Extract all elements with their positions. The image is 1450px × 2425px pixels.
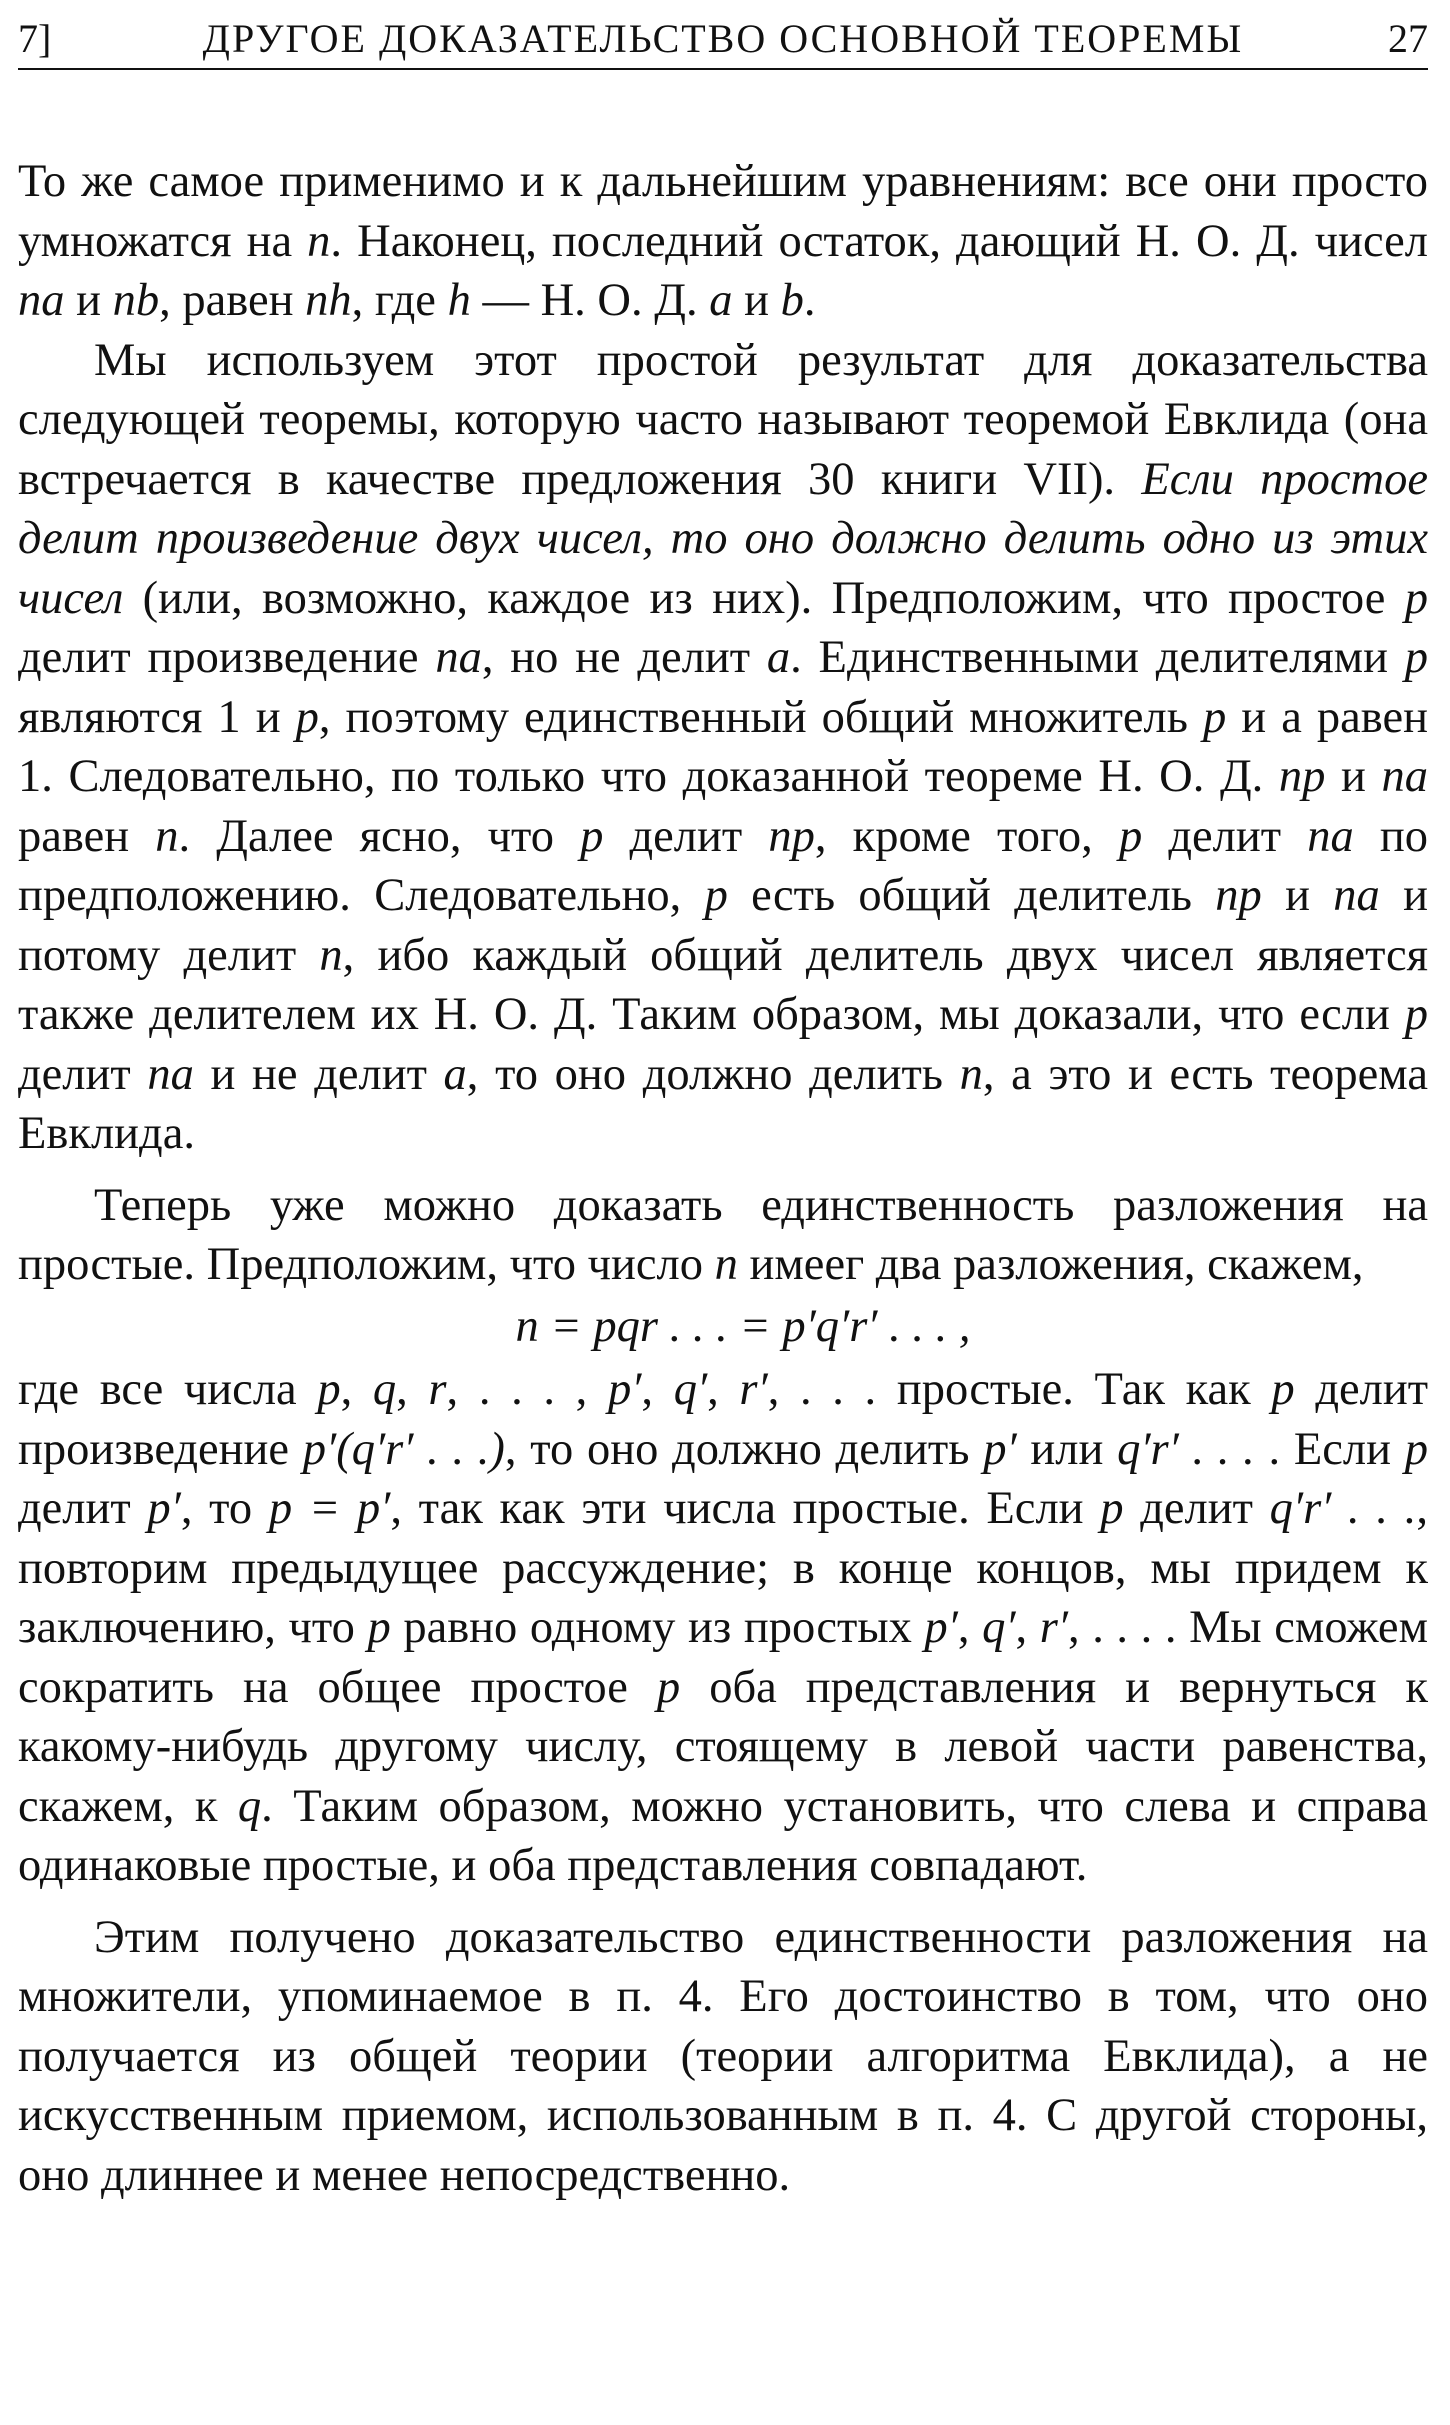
paragraph-text: , [707,1364,740,1415]
paragraph-text: или [1016,1423,1118,1475]
paragraph-text: , [396,1364,429,1415]
math-or-emphasis-text: p′ [607,1364,642,1415]
math-or-emphasis-text: n [307,215,331,267]
math-or-emphasis-text: h [447,275,471,326]
math-or-emphasis-text: np [1278,751,1326,802]
paragraph-text: и а равен 1. Следовательно, по только что доказанной теореме Н. О. Д. [18,691,1429,802]
paragraph-text: (или, возможно, каждое из них). Предположим, что простое [123,572,1405,624]
paragraph-text: , но не делит [481,632,767,683]
paragraph-text: . Если [1254,1423,1405,1475]
math-or-emphasis-text: q′ [673,1364,708,1415]
paragraph-text: делит [1142,810,1308,862]
paragraph [18,152,1428,331]
paragraph-text: . Единственными делителями [790,632,1405,683]
math-or-emphasis-text: a [766,632,791,683]
math-or-emphasis-text: n [155,810,179,862]
math-or-emphasis-text: p [1271,1364,1295,1415]
math-or-emphasis-text: q′r′ . . . [1269,1483,1417,1534]
paragraph-text: . Наконец, последний остаток, дающий Н. О. Д. чисел [330,215,1428,267]
math-or-emphasis-text: r [428,1364,447,1415]
math-or-emphasis-text: p [656,1661,681,1713]
math-or-emphasis-text: p′ [983,1423,1017,1475]
math-or-emphasis-text: q [372,1364,397,1415]
paragraph-text: , поэтому единственный общий множитель [318,691,1204,743]
paragraph-text: делит произведение [18,1364,1429,1475]
math-or-emphasis-text: p [1404,632,1429,683]
paragraph-text: имеег два разложения, скажем, [737,1239,1364,1290]
paragraph-text: Этим получено доказательство единственности разложения на множители, упоминаемое в п. 4. Его достоинство в том, что оно получается из общей теории (теории алгоритма Евклида), а не искусственным приемом, использованным в п. 4. С другой стороны, оно длиннее и менее непосредственно. [18,1911,1428,2201]
paragraph-text: есть общий делитель [727,870,1216,921]
body-text [18,152,1428,2205]
math-or-emphasis-text: n [319,929,343,981]
paragraph-text: , [340,1364,373,1415]
paragraph-text: , . . . . Мы сможем сократить на общее простое [18,1602,1428,1713]
paragraph-text: , то оно должно делить [466,1048,960,1100]
paragraph-text: делит [18,1483,148,1534]
math-or-emphasis-text: p′ [924,1602,958,1653]
math-or-emphasis-text: na [1307,810,1354,862]
math-or-emphasis-text: p′(q′r′ . . .) [302,1423,505,1475]
math-or-emphasis-text: nb [112,275,160,326]
paragraph-text: , где [351,275,448,326]
math-or-emphasis-text: p [317,1364,341,1415]
math-or-emphasis-text: p [1203,691,1227,743]
paragraph-text: , повторим предыдущее рассуждение; в конце концов, мы придем к заключению, что [18,1483,1428,1653]
paragraph-text: , так как эти числа простые. Если [390,1483,1101,1534]
paragraph-text: Теперь уже можно доказать единственность разложения на простые. Предположим, что число [18,1179,1428,1290]
paragraph-text: делит [1123,1483,1270,1534]
math-or-emphasis-text: p [1100,1483,1124,1534]
paragraph-text: , а это и есть теорема Евклида. [18,1048,1428,1159]
paragraph-text: , [957,1602,983,1653]
math-or-emphasis-text: n [959,1048,983,1100]
paragraph-text: То же самое применимо и к дальнейшим уравнениям: все они просто умножатся на [18,156,1428,267]
paragraph-text: , то оно должно делить [504,1423,984,1475]
math-or-emphasis-text: r′ [739,1364,768,1415]
paragraph-text: , то [180,1483,269,1534]
page-number: 27 [1388,16,1428,61]
paragraph-text: , [641,1364,674,1415]
math-or-emphasis-text: p [1404,1423,1428,1475]
paragraph-text: делит [603,810,769,862]
paragraph-text: оба представления и вернуться к какому-нибудь другому числу, стоящему в левой части равенства, скажем, к [18,1661,1428,1832]
paragraph-text: . Далее ясно, что [178,810,581,862]
paragraph-text: . [803,275,816,326]
paragraph-text: Мы используем этот простой результат для доказательства следующей теоремы, которую часто называют теоремой Евклида (она встречается в качестве предложения 30 книги VII). [18,334,1428,505]
paragraph-text: делит произведение [18,632,436,683]
math-or-emphasis-text: p [1404,989,1428,1040]
paragraph [18,1360,1428,1896]
paragraph-text: . Таким образом, можно установить, что слева и справа одинаковые простые, и оба представления совпадают. [18,1780,1428,1891]
paragraph-text: и не делит [193,1048,444,1100]
paragraph-text: , . . . простые. Так как [767,1364,1272,1415]
paragraph-text: и потому делит [18,870,1428,981]
math-or-emphasis-text: Если простое делит произведение двух чисел, то оно должно делить одно из этих чисел [18,453,1428,624]
paragraph-text: , равен [159,275,306,326]
paragraph-text: по предположению. Следовательно, [18,810,1428,921]
paragraph-text: — Н. О. Д. [470,275,710,326]
paragraph-text: и [1325,751,1382,802]
paragraph-text: и [732,275,781,326]
paragraph-text: делит [18,1048,148,1100]
math-or-emphasis-text: p [1404,572,1428,624]
math-or-emphasis-text: r′ [1039,1602,1068,1653]
math-or-emphasis-text: q [237,1780,262,1832]
paragraph-text: , [1015,1602,1040,1653]
math-or-emphasis-text: q′ [982,1602,1016,1653]
math-or-emphasis-text: p [1118,810,1143,862]
math-or-emphasis-text: na [147,1048,194,1100]
math-or-emphasis-text: na [435,632,482,683]
paragraph [18,1908,1428,2206]
paragraph-text: являются 1 и [18,691,296,743]
math-or-emphasis-text: p [295,691,319,743]
math-or-emphasis-text: np [1215,870,1262,921]
math-or-emphasis-text: p [704,870,728,921]
paragraph-text: и [1261,870,1334,921]
math-or-emphasis-text: na [18,275,65,326]
paragraph-text: равен [18,810,156,862]
paragraph-text: , кроме того, [814,810,1119,862]
math-or-emphasis-text: nh [305,275,352,326]
chapter-title: ДРУГОЕ ДОКАЗАТЕЛЬСТВО ОСНОВНОЙ ТЕОРЕМЫ [202,16,1244,61]
math-or-emphasis-text: p [580,810,604,862]
math-or-emphasis-text: p [367,1602,391,1653]
math-or-emphasis-text: p = p′ [268,1483,391,1534]
math-or-emphasis-text: a [443,1048,467,1100]
math-or-emphasis-text: na [1381,751,1429,802]
math-or-emphasis-text: a [709,275,733,326]
paragraph [18,331,1428,1164]
paragraph-text: и [64,275,113,326]
math-or-emphasis-text: np [768,810,815,862]
math-or-emphasis-text: na [1333,870,1380,921]
section-number: 7] [18,16,52,61]
paragraph-text: где все числа [18,1364,318,1415]
running-header [18,10,1428,70]
paragraph [18,1176,1428,1295]
formula: n = pqr . . . = p′q′r′ . . . , [515,1300,971,1352]
math-or-emphasis-text: n [714,1239,738,1290]
math-or-emphasis-text: p′ [147,1483,181,1534]
paragraph-text: , ибо каждый общий делитель двух чисел является также делителем их Н. О. Д. Таким образом, мы доказали, что если [18,929,1429,1040]
paragraph-text: , . . . , [446,1364,608,1415]
paragraph-text: равно одному из простых [390,1602,925,1653]
math-or-emphasis-text: q′r′ . . . [1117,1423,1255,1475]
book-page [18,0,1428,2425]
math-or-emphasis-text: b [780,275,804,326]
